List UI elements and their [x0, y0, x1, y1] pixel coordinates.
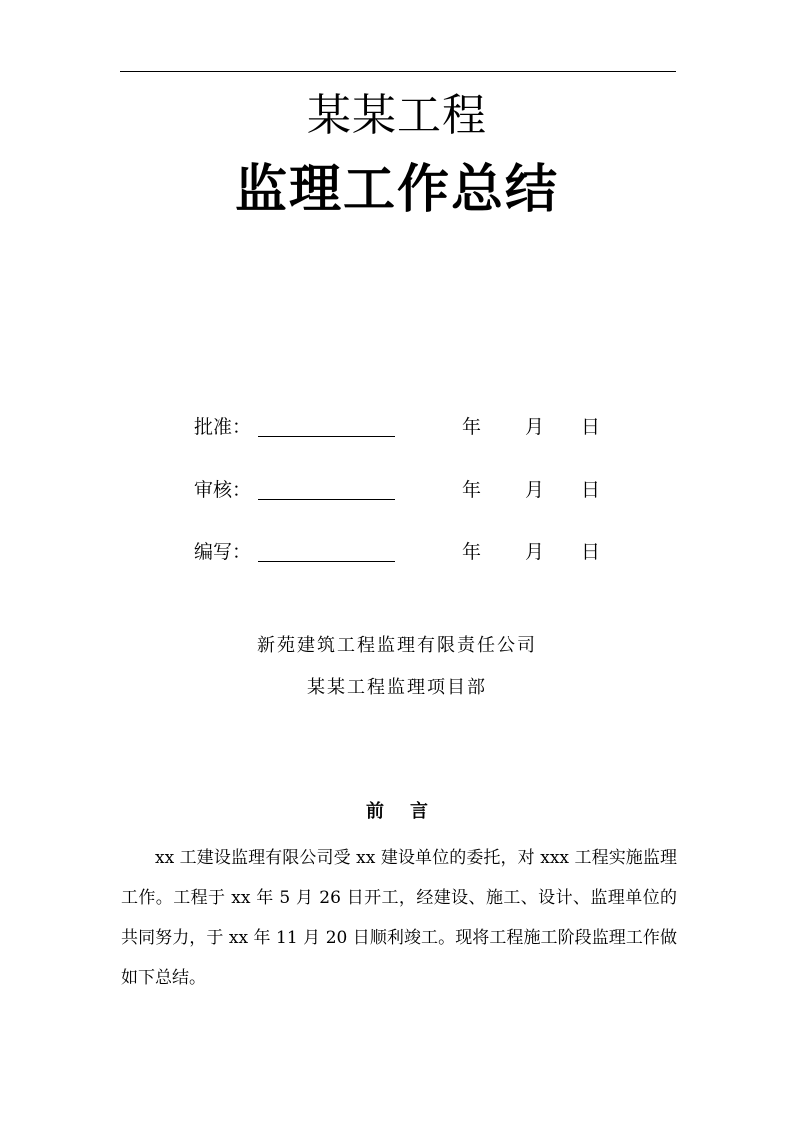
approval-year-label: 年 [462, 416, 482, 438]
preface-heading [0, 798, 794, 826]
author-label: 编写： [194, 541, 252, 563]
company-name: 新苑建筑工程监理有限责任公司 [257, 635, 537, 656]
review-month-label: 月 [525, 479, 545, 501]
review-day-label: 日 [581, 479, 601, 501]
department-name: 某某工程监理项目部 [307, 677, 487, 698]
approval-month-label: 月 [525, 416, 545, 438]
approval-signature-line [258, 436, 395, 437]
author-day-label: 日 [581, 541, 601, 563]
project-title: 某某工程 [307, 90, 487, 141]
approval-label: 批准： [194, 416, 252, 438]
review-year-label: 年 [462, 479, 482, 501]
approval-row [194, 412, 614, 442]
author-row [194, 537, 614, 567]
review-row [194, 475, 614, 505]
preface-heading-char1: 前 [366, 801, 384, 822]
author-signature-line [258, 561, 395, 562]
preface-heading-char2: 言 [410, 801, 428, 822]
document-title: 监理工作总结 [234, 159, 559, 220]
approval-day-label: 日 [581, 416, 601, 438]
author-month-label: 月 [525, 541, 545, 563]
header-rule [120, 71, 676, 72]
review-signature-line [258, 499, 395, 500]
preface-paragraph: xx 工建设监理有限公司受 xx 建设单位的委托，对 xxx 工程实施监理工作。工程于 xx 年 5 月 26 日开工，经建设、施工、设计、监理单位的共同努力，于 xx 年 11 月 20 日顺利竣工。现将工程施工阶段监理工作做如下总结。 [121, 848, 677, 988]
author-year-label: 年 [462, 541, 482, 563]
review-label: 审核： [194, 479, 252, 501]
